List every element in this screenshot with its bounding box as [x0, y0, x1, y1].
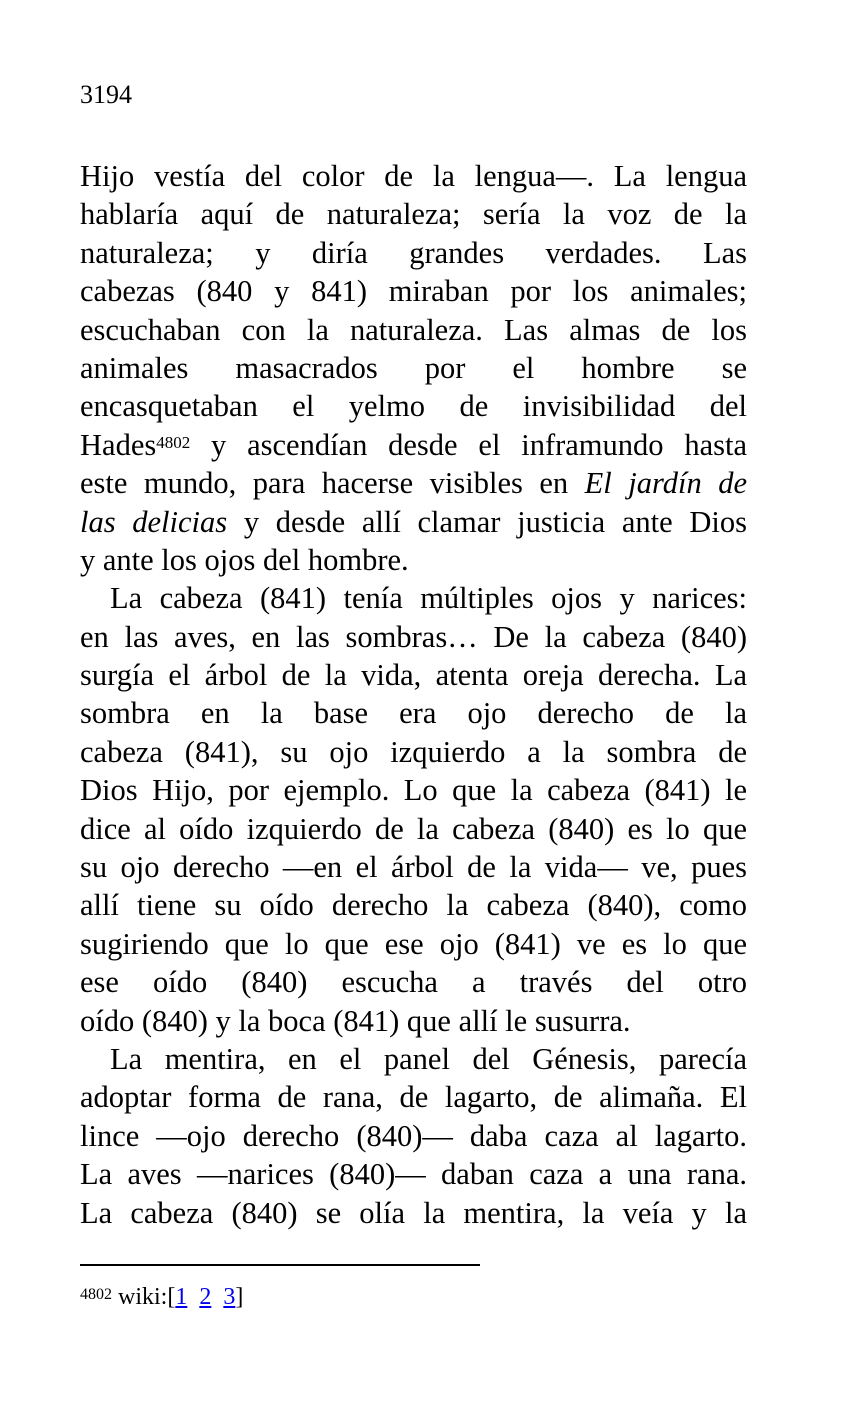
text-run: sombra en la base era ojo derecho de la: [80, 696, 747, 731]
footnote-link-1[interactable]: 1: [175, 1284, 188, 1310]
footnote-suffix: ]: [235, 1284, 244, 1310]
text-run: dice al oído izquierdo de la cabeza (840) es lo que: [80, 811, 747, 846]
body-text: [80, 157, 747, 1232]
text-line: [80, 464, 747, 502]
text-run: lince —ojo derecho (840)— daba caza al lagarto.: [80, 1118, 747, 1153]
text-run: ese oído (840) escucha a través del otro: [80, 965, 747, 1000]
text-line: [80, 810, 747, 848]
text-line: [80, 925, 747, 963]
text-line: [80, 157, 747, 195]
text-line: [80, 733, 747, 771]
text-line: [80, 426, 747, 464]
text-run: cabezas (840 y 841) miraban por los animales;: [80, 274, 747, 309]
text-run: animales masacrados por el hombre se: [80, 350, 747, 385]
footnote-divider: [80, 1264, 480, 1266]
text-run: su ojo derecho —en el árbol de la vida— ve, pues: [80, 850, 747, 885]
text-run: Dios Hijo, por ejemplo. Lo que la cabeza (841) le: [80, 773, 747, 808]
paragraph: [80, 157, 747, 579]
text-line: [80, 848, 747, 886]
text-run: hablaría aquí de naturaleza; sería la voz de la: [80, 197, 747, 232]
text-run: cabeza (841), su ojo izquierdo a la sombra de: [80, 734, 747, 769]
text-line: [80, 311, 747, 349]
text-line: [80, 694, 747, 732]
footnote-4802: [80, 1282, 243, 1312]
text-line: [80, 387, 747, 425]
text-line: [80, 272, 747, 310]
text-run: encasquetaban el yelmo de invisibilidad del: [80, 389, 747, 424]
text-run: La mentira, en el panel del Génesis, parecía: [110, 1041, 747, 1076]
text-run: allí tiene su oído derecho la cabeza (840), como: [80, 888, 747, 923]
text-line: [80, 541, 747, 579]
text-run: este mundo, para hacerse visibles en: [80, 466, 585, 501]
text-run: naturaleza; y diría grandes verdades. Las: [80, 235, 747, 270]
text-line: [80, 1194, 747, 1232]
text-run: surgía el árbol de la vida, atenta oreja derecha. La: [80, 658, 747, 693]
text-run: sugiriendo que lo que ese ojo (841) ve es lo que: [80, 926, 747, 961]
text-run: La cabeza (841) tenía múltiples ojos y narices:: [110, 581, 747, 616]
text-line: [80, 1002, 747, 1040]
paragraph: [80, 579, 747, 1040]
footnote-reference[interactable]: 4802: [156, 432, 191, 452]
text-line: [80, 1078, 747, 1116]
text-line: [80, 349, 747, 387]
text-run: La aves —narices (840)— daban caza a una rana.: [80, 1157, 747, 1192]
italic-title: El jardín de: [584, 466, 747, 501]
paragraph: [80, 1040, 747, 1232]
text-run: La cabeza (840) se olía la mentira, la veía y la: [80, 1195, 747, 1230]
text-line: [80, 963, 747, 1001]
footnote-number: 4802: [80, 1286, 112, 1303]
footnote-link-3[interactable]: 3: [223, 1284, 236, 1310]
text-run: adoptar forma de rana, de lagarto, de alimaña. El: [80, 1080, 747, 1115]
text-line: [80, 503, 747, 541]
text-run: en las aves, en las sombras… De la cabeza (840): [80, 619, 747, 654]
text-line: [80, 1117, 747, 1155]
text-line: [80, 234, 747, 272]
text-run: y ascendían desde el inframundo hasta: [190, 427, 747, 462]
text-line: [80, 579, 747, 617]
text-line: [80, 195, 747, 233]
text-line: [80, 771, 747, 809]
text-run: oído (840) y la boca (841) que allí le susurra.: [80, 1003, 631, 1038]
text-line: [80, 656, 747, 694]
text-line: [80, 1155, 747, 1193]
text-run: escuchaban con la naturaleza. Las almas de los: [80, 312, 747, 347]
text-line: [80, 1040, 747, 1078]
text-run: y desde allí clamar justicia ante Dios: [227, 504, 747, 539]
text-run: Hijo vestía del color de la lengua—. La lengua: [80, 159, 747, 193]
text-line: [80, 618, 747, 656]
text-run: Hades: [80, 427, 157, 462]
footnote-link-2[interactable]: 2: [199, 1284, 212, 1310]
text-run: y ante los ojos del hombre.: [80, 542, 409, 577]
text-line: [80, 886, 747, 924]
italic-title: las delicias: [80, 504, 228, 539]
page-number: 3194: [80, 80, 132, 109]
footnote-prefix: wiki:[: [118, 1284, 176, 1310]
